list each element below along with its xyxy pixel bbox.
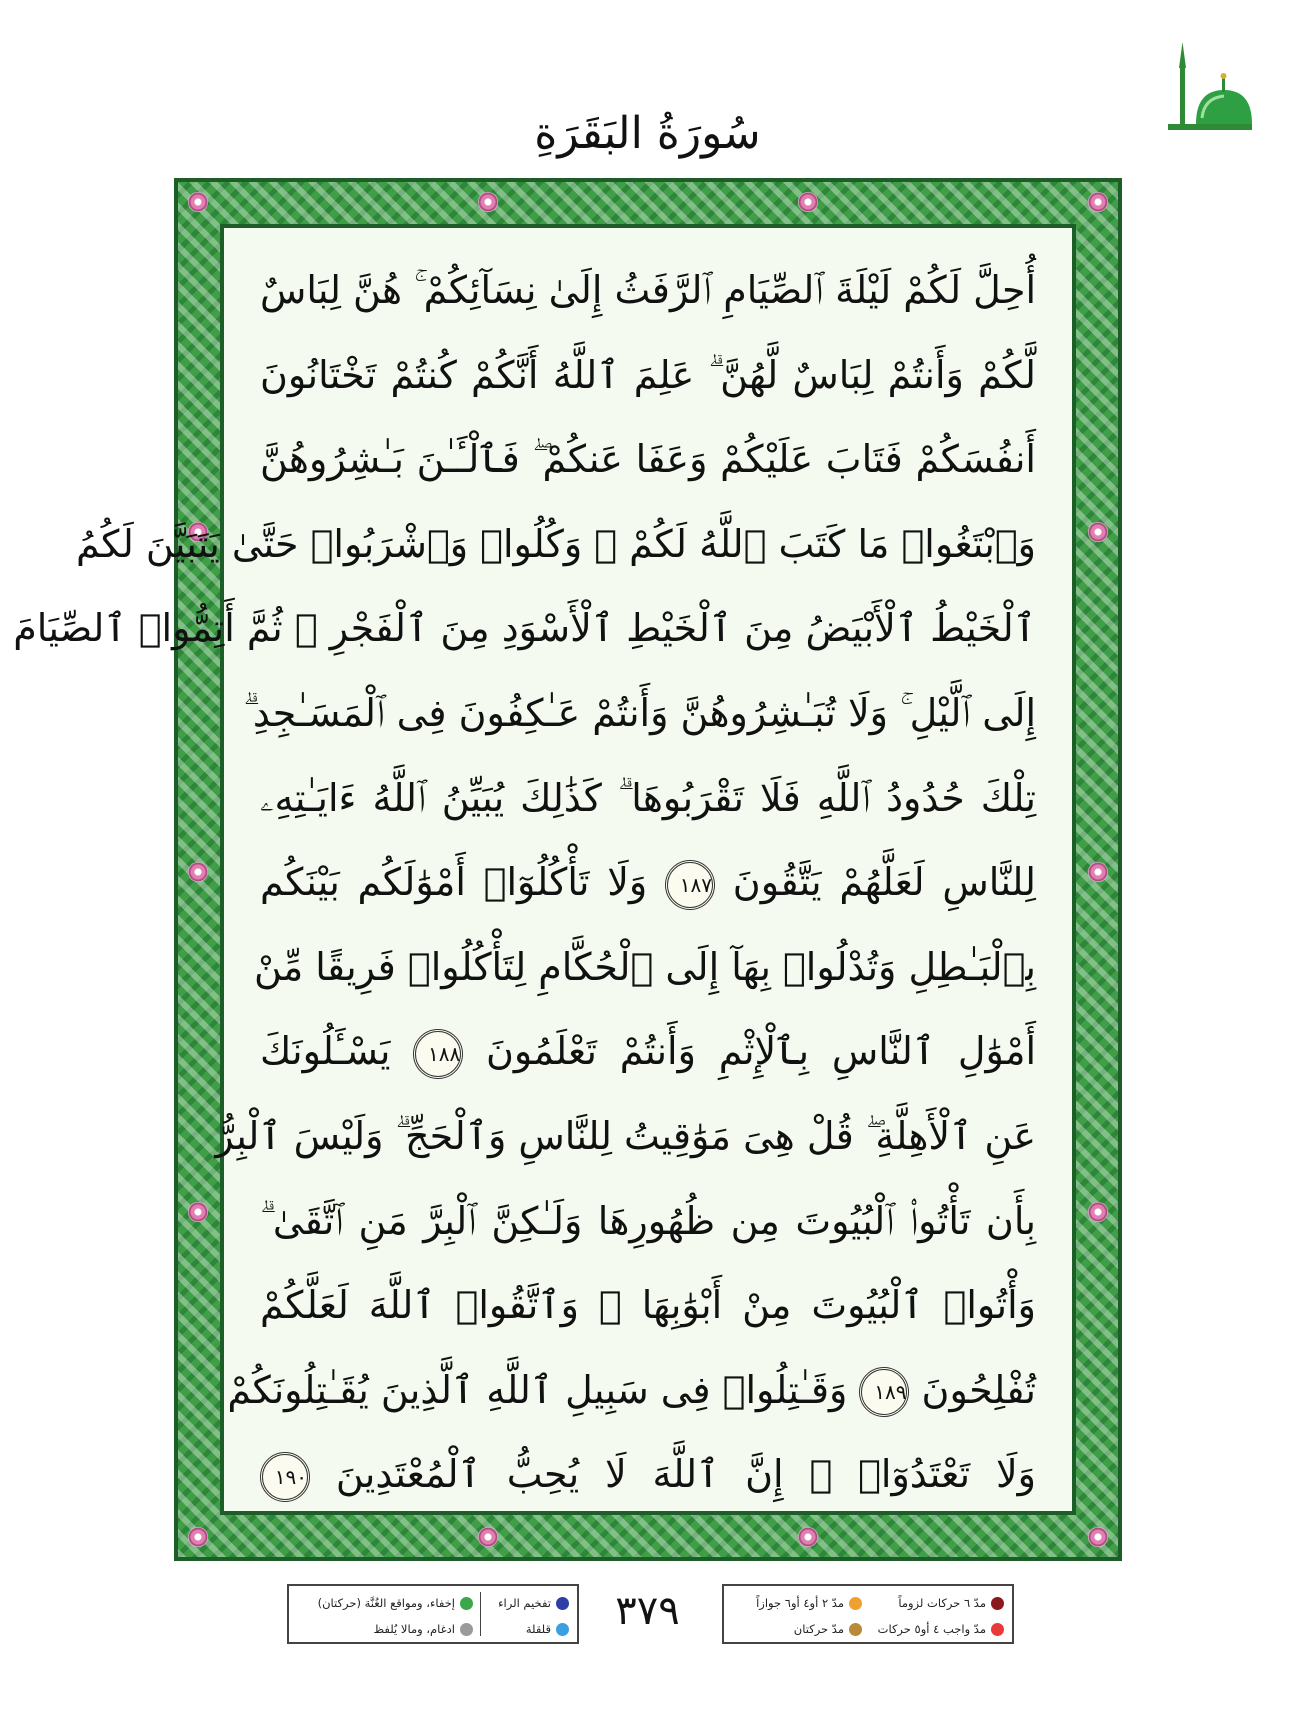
legend-label: قلقلة <box>525 1622 551 1636</box>
verse-line <box>260 417 1036 502</box>
rosette-ornament <box>188 1202 208 1222</box>
verse-line <box>260 1432 1036 1517</box>
verse-line <box>75 502 1036 587</box>
verse-line <box>215 1094 1036 1179</box>
verse-line-text: وَٱبْتَغُوا۟ مَا كَتَبَ ٱللَّهُ لَكُمْ ۚ وَكُلُوا۟ وَٱشْرَبُوا۟ حَتَّىٰ يَتَبَيَّنَ لَكُمُ <box>75 521 1036 566</box>
legend-item <box>318 1590 473 1616</box>
verse-line-text: لِلنَّاسِ لَعَلَّهُمْ يَتَّقُونَ <box>732 860 1036 905</box>
tajweed-legend-right <box>722 1584 1014 1644</box>
rosette-ornament <box>1088 192 1108 212</box>
rosette-ornament <box>1088 1527 1108 1547</box>
verse-line-text: تُفْلِحُونَ <box>921 1367 1036 1412</box>
verse-line-text: ٱلْخَيْطُ ٱلْأَبْيَضُ مِنَ ٱلْخَيْطِ ٱلْأَسْوَدِ مِنَ ٱلْفَجْرِ ۖ ثُمَّ أَتِمُّوا۟ ٱلصِّيَامَ <box>13 606 1036 651</box>
legend-color-dot <box>849 1623 862 1636</box>
verse-line-text: أَمْوَٰلِ ٱلنَّاسِ بِٱلْإِثْمِ وَأَنتُمْ تَعْلَمُونَ <box>485 1029 1036 1074</box>
rosette-ornament <box>1088 522 1108 542</box>
legend-color-dot <box>991 1597 1004 1610</box>
rosette-ornament <box>478 192 498 212</box>
verse-line-text: وَأْتُوا۟ ٱلْبُيُوتَ مِنْ أَبْوَٰبِهَا ۚ وَٱتَّقُوا۟ ٱللَّهَ لَعَلَّكُمْ <box>260 1283 1036 1328</box>
verse-line <box>260 756 1036 841</box>
rosette-ornament <box>188 1527 208 1547</box>
legend-color-dot <box>556 1597 569 1610</box>
tajweed-legend-left <box>287 1584 579 1644</box>
verse-line-text: وَلَا تَعْتَدُوٓا۟ ۚ إِنَّ ٱللَّهَ لَا يُحِبُّ ٱلْمُعْتَدِينَ <box>335 1452 1036 1497</box>
verse-line-text: عَنِ ٱلْأَهِلَّةِ ۖ قُلْ هِىَ مَوَٰقِيتُ لِلنَّاسِ وَٱلْحَجِّ ۗ وَلَيْسَ ٱلْبِرُّ <box>215 1113 1036 1158</box>
legend-color-dot <box>849 1597 862 1610</box>
ayah-number-marker: ١٨٩ <box>859 1367 909 1417</box>
verse-line <box>260 248 1036 333</box>
rosette-ornament <box>478 1527 498 1547</box>
surah-title: سُورَةُ البَقَرَةِ <box>534 108 761 159</box>
verse-line-text: أُحِلَّ لَكُمْ لَيْلَةَ ٱلصِّيَامِ ٱلرَّفَثُ إِلَىٰ نِسَآئِكُمْ ۚ هُنَّ لِبَاسٌ <box>259 268 1036 312</box>
verse-line-text: لَّكُمْ وَأَنتُمْ لِبَاسٌ لَّهُنَّ ۗ عَلِمَ ٱللَّهُ أَنَّكُمْ كُنتُمْ تَخْتَانُونَ <box>260 352 1036 397</box>
legend-item <box>526 1616 569 1642</box>
legend-label: مدّ واجب ٤ أو٥ حركات <box>877 1622 986 1636</box>
rosette-ornament <box>188 862 208 882</box>
legend-item <box>498 1590 569 1616</box>
verse-line <box>260 333 1036 418</box>
verse-line-text: إِلَى ٱلَّيْلِ ۚ وَلَا تُبَـٰشِرُوهُنَّ وَأَنتُمْ عَـٰكِفُونَ فِى ٱلْمَسَـٰجِدِ ۗ <box>243 690 1036 735</box>
rosette-ornament <box>798 1527 818 1547</box>
legend-divider <box>480 1592 481 1636</box>
legend-color-dot <box>991 1623 1004 1636</box>
legend-item <box>374 1616 474 1642</box>
verse-line-text: تِلْكَ حُدُودُ ٱللَّهِ فَلَا تَقْرَبُوهَا ۗ كَذَٰلِكَ يُبَيِّنُ ٱللَّهُ ءَايَـٰتِهِۦ <box>260 775 1036 820</box>
ayah-number-marker: ١٩٠ <box>260 1452 310 1502</box>
rosette-ornament <box>798 192 818 212</box>
verse-line <box>243 671 1036 756</box>
page-number: ٣٧٩ <box>615 1588 680 1634</box>
legend-label: ادغام، ومالا يُلفظ <box>373 1622 455 1636</box>
ayah-number-marker: ١٨٨ <box>413 1029 463 1079</box>
verse-line <box>260 840 1036 925</box>
legend-label: تفخيم الراء <box>498 1596 551 1610</box>
legend-label: مدّ حركتان <box>793 1622 844 1636</box>
verse-line <box>227 1348 1036 1433</box>
verse-line <box>260 1263 1036 1348</box>
verse-line-text: بِٱلْبَـٰطِلِ وَتُدْلُوا۟ بِهَآ إِلَى ٱلْحُكَّامِ لِتَأْكُلُوا۟ فَرِيقًا مِّنْ <box>253 944 1036 989</box>
verse-line-text: أَنفُسَكُمْ فَتَابَ عَلَيْكُمْ وَعَفَا عَنكُمْ ۖ فَٱلْـَٔـٰنَ بَـٰشِرُوهُنَّ <box>260 437 1036 482</box>
verse-line <box>260 1009 1036 1094</box>
verse-line-text: بِأَن تَأْتُوا۟ ٱلْبُيُوتَ مِن ظُهُورِهَا وَلَـٰكِنَّ ٱلْبِرَّ مَنِ ٱتَّقَىٰ ۗ <box>260 1198 1036 1243</box>
verse-line <box>253 925 1036 1010</box>
verse-text-block <box>13 248 1036 1517</box>
legend-color-dot <box>460 1597 473 1610</box>
legend-label: مدّ ٢ أو٤ أو٦ جوازاً <box>756 1596 844 1610</box>
legend-item <box>898 1590 1004 1616</box>
legend-color-dot <box>460 1623 473 1636</box>
verse-line <box>13 586 1036 671</box>
rosette-ornament <box>188 192 208 212</box>
verse-line-text: يَسْـَٔلُونَكَ <box>260 1029 391 1074</box>
legend-label: مدّ ٦ حركات لزوماً <box>898 1596 986 1610</box>
legend-item <box>756 1590 862 1616</box>
verse-line-text: وَلَا تَأْكُلُوٓا۟ أَمْوَٰلَكُم بَيْنَكُم <box>260 860 648 905</box>
ayah-number-marker: ١٨٧ <box>665 860 715 910</box>
verse-line-text: وَقَـٰتِلُوا۟ فِى سَبِيلِ ٱللَّهِ ٱلَّذِينَ يُقَـٰتِلُونَكُمْ <box>227 1367 848 1412</box>
legend-label: إخفاء، ومواقع الغُنَّة (حركتان) <box>317 1596 455 1610</box>
rosette-ornament <box>1088 1202 1108 1222</box>
verse-line <box>260 1179 1036 1264</box>
legend-item <box>794 1616 862 1642</box>
rosette-ornament <box>1088 862 1108 882</box>
legend-color-dot <box>556 1623 569 1636</box>
legend-item <box>878 1616 1004 1642</box>
